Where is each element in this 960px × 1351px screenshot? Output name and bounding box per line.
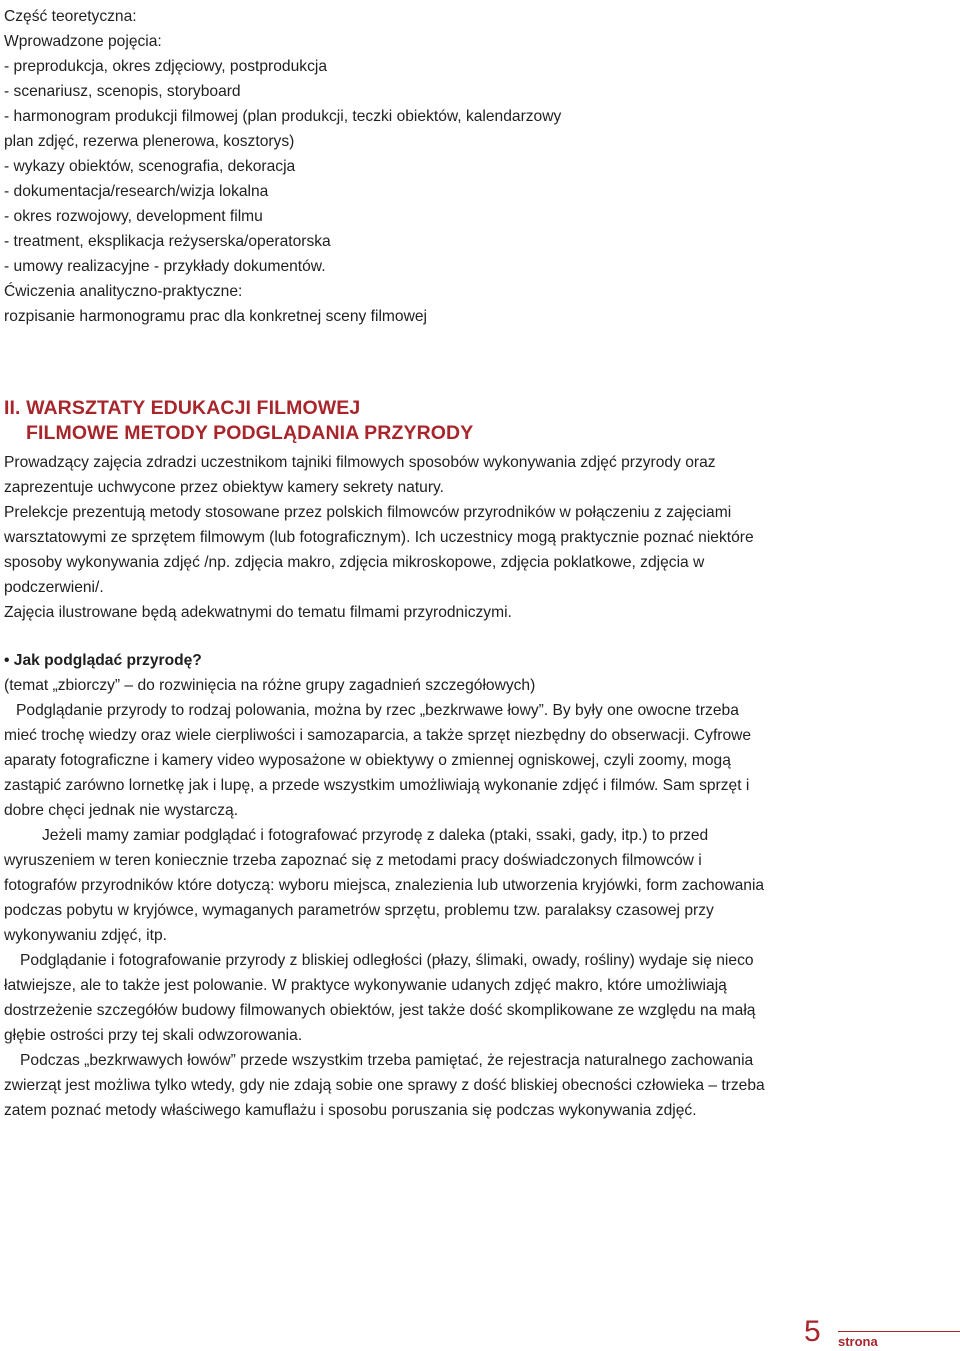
- section-subtitle: FILMOWE METODY PODGLĄDANIA PRZYRODY: [26, 422, 474, 444]
- intro-line: warsztatowymi ze sprzętem filmowym (lub fotograficznym). Ich uczestnicy mogą praktycznie poznać niektóre: [4, 529, 754, 546]
- exercises-text: rozpisanie harmonogramu prac dla konkretnej sceny filmowej: [4, 308, 427, 325]
- paragraph-line: fotografów przyrodników które dotyczą: wyboru miejsca, znalezienia lub utworzenia kryjówki, form zachowania: [4, 877, 765, 894]
- theory-item: - treatment, eksplikacja reżyserska/operatorska: [4, 233, 331, 250]
- theory-item: - dokumentacja/research/wizja lokalna: [4, 183, 269, 200]
- paragraph-line: podczas pobytu w kryjówce, wymaganych parametrów sprzętu, problemu tzw. paralaksy czasowej przy: [4, 902, 714, 919]
- paragraph-line: dostrzeżenie szczegółów budowy filmowanych obiektów, jest także dość skomplikowane ze względu na małą: [4, 1002, 756, 1019]
- bullet-heading: • Jak podglądać przyrodę?: [4, 652, 202, 669]
- theory-intro: Wprowadzone pojęcia:: [4, 33, 162, 50]
- page-footer: [804, 1311, 960, 1351]
- theory-heading: Część teoretyczna:: [4, 8, 137, 25]
- intro-line: Prowadzący zajęcia zdradzi uczestnikom tajniki filmowych sposobów wykonywania zdjęć przyrody oraz: [4, 454, 716, 471]
- theory-item: - wykazy obiektów, scenografia, dekoracja: [4, 158, 296, 175]
- paragraph-line: wyruszeniem w teren koniecznie trzeba zapoznać się z metodami pracy doświadczonych filmowców i: [4, 852, 702, 869]
- paragraph-line: dobre chęci jednak nie wystarczą.: [4, 802, 239, 819]
- theory-item: - preprodukcja, okres zdjęciowy, postprodukcja: [4, 58, 327, 75]
- page-word: strona: [838, 1334, 878, 1349]
- paragraph-line: mieć trochę wiedzy oraz wiele cierpliwości i samozaparcia, a także sprzęt niezbędny do obserwacji. Cyfrowe: [4, 727, 752, 744]
- paragraph-line: głębie ostrości przy tej skali odwzorowania.: [4, 1027, 303, 1044]
- paragraph-line: Podczas „bezkrwawych łowów” przede wszystkim trzeba pamiętać, że rejestracja naturalnego zachowania: [20, 1052, 754, 1069]
- intro-line: sposoby wykonywania zdjęć /np. zdjęcia makro, zdjęcia mikroskopowe, zdjęcia poklatkowe, zdjęcia w: [4, 554, 705, 571]
- document-page: [4, 0, 952, 1123]
- theory-item: - scenariusz, scenopis, storyboard: [4, 83, 241, 100]
- theory-item: - okres rozwojowy, development filmu: [4, 208, 263, 225]
- paragraph-line: zatem poznać metody właściwego kamuflażu i sposobu poruszania się podczas wykonywania zdjęć.: [4, 1102, 697, 1119]
- paragraph-line: zastąpić zarówno lornetkę jak i lupę, a przede wszystkim umożliwiają wykonanie zdjęć i filmów. Sam sprzęt i: [4, 777, 750, 794]
- bullet-note: (temat „zbiorczy” – do rozwinięcia na różne grupy zagadnień szczegółowych): [4, 677, 536, 694]
- paragraph-line: wykonywaniu zdjęć, itp.: [4, 927, 167, 944]
- section-title: II. WARSZTATY EDUKACJI FILMOWEJ: [4, 397, 361, 419]
- intro-line: podczerwieni/.: [4, 579, 104, 596]
- intro-line: zaprezentuje uchwycone przez obiektyw kamery sekrety natury.: [4, 479, 444, 496]
- theory-item: - harmonogram produkcji filmowej (plan produkcji, teczki obiektów, kalendarzowy: [4, 108, 562, 125]
- paragraph-line: Podglądanie przyrody to rodzaj polowania, można by rzec „bezkrwawe łowy”. By były one owocne trzeba: [16, 702, 739, 719]
- paragraph-line: łatwiejsze, ale to także jest polowanie. W praktyce wykonywanie udanych zdjęć makro, które umożliwiają: [4, 977, 727, 994]
- paragraph-line: aparaty fotograficzne i kamery video wyposażone w obiektywy o zmiennej ogniskowej, czyli zoomy, mogą: [4, 752, 731, 769]
- exercises-heading: Ćwiczenia analityczno-praktyczne:: [4, 283, 243, 300]
- theory-item: - umowy realizacyjne - przykłady dokumentów.: [4, 258, 326, 275]
- paragraph-line: Podglądanie i fotografowanie przyrody z bliskiej odległości (płazy, ślimaki, owady, rośliny) wydaje się nieco: [20, 952, 754, 969]
- paragraph-line: Jeżeli mamy zamiar podglądać i fotografować przyrodę z daleka (ptaki, ssaki, gady, itp.) to przed: [42, 827, 709, 844]
- paragraph-line: zwierząt jest możliwa tylko wtedy, gdy nie zdają sobie one sprawy z dość bliskiej obecności człowieka – trzeba: [4, 1077, 765, 1094]
- theory-item: plan zdjęć, rezerwa plenerowa, kosztorys): [4, 133, 295, 150]
- page-number: 5: [804, 1315, 821, 1348]
- footer-divider: [838, 1331, 960, 1332]
- intro-line: Zajęcia ilustrowane będą adekwatnymi do tematu filmami przyrodniczymi.: [4, 604, 512, 621]
- intro-line: Prelekcje prezentują metody stosowane przez polskich filmowców przyrodników w połączeniu z zajęciami: [4, 504, 732, 521]
